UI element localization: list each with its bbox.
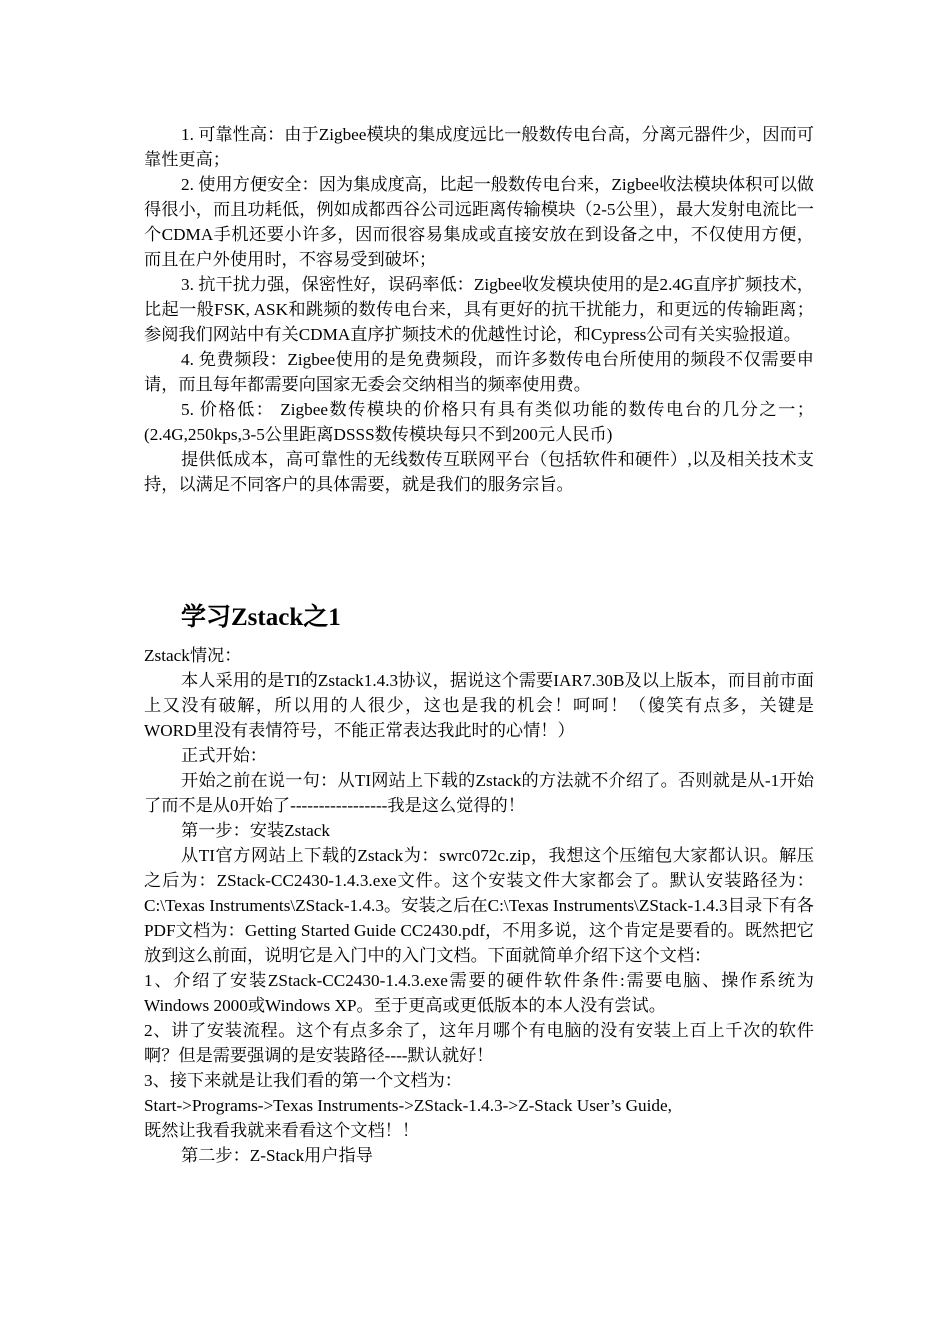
paragraph-intro: 本人采用的是TI的Zstack1.4.3协议，据说这个需要IAR7.30B及以上版本，而目前市面上又没有破解，所以用的人很少，这也是我的机会！呵呵！（傻笑有点多，关键是WORD里没有表情符号，不能正常表达我此时的心情！） [144, 671, 814, 740]
list-item-requirements: 1、介绍了安装ZStack-CC2430-1.4.3.exe需要的硬件软件条件:需要电脑、操作系统为Windows 2000或Windows XP。至于更高或更低版本的本人没有尝试。 [144, 971, 814, 1015]
doc-path: Start->Programs->Texas Instruments->ZStack-1.4.3->Z-Stack User’s Guide, [144, 1096, 672, 1115]
paragraph-reliability: 1. 可靠性高：由于Zigbee模块的集成度远比一般数传电台高，分离元器件少，因而可靠性更高； [144, 125, 814, 169]
paragraph-free-band: 4. 免费频段：Zigbee使用的是免费频段，而许多数传电台所使用的频段不仅需要申请，而且每年都需要向国家无委会交纳相当的频率使用费。 [144, 350, 814, 394]
paragraph-low-price: 5. 价格低： Zigbee数传模块的价格只有具有类似功能的数传电台的几分之一；(2.4G,250kps,3-5公里距离DSSS数传模块每只不到200元人民币) [144, 400, 814, 444]
list-item-install-flow: 2、讲了安装流程。这个有点多余了，这年月哪个有电脑的没有安装上百上千次的软件啊？但是需要强调的是安装路径----默认就好！ [144, 1021, 814, 1065]
section-heading: 学习Zstack之1 [181, 604, 341, 631]
zstack-subtitle: Zstack情况： [144, 646, 242, 665]
step-one-heading: 第一步：安装Zstack [181, 821, 330, 840]
list-item-first-doc: 3、接下来就是让我们看的第一个文档为： [144, 1071, 462, 1090]
document-body [144, 122, 814, 1168]
paragraph-ease-of-use: 2. 使用方便安全：因为集成度高，比起一般数传电台来，Zigbee收法模块体积可以做得很小，而且功耗低，例如成都西谷公司远距离传输模块（2-5公里），最大发射电流比一个CDMA手机还要小许多，因而很容易集成或直接安放在到设备之中，不仅使用方便，而且在户外使用时，不容易受到破坏； [144, 175, 814, 269]
paragraph-download-install: 从TI官方网站上下载的Zstack为：swrc072c.zip，我想这个压缩包大家都认识。解压之后为：ZStack-CC2430-1.4.3.exe文件。这个安装文件大家都会了。默认安装路径为：C:\Texas Instruments\ZStack-1.4.3。安装之后在C:\Texas Instruments\ZStack-1.4.3目录下有各PDF文档为：Getting Started Guide CC2430.pdf，不用多说，这个肯定是要看的。既然把它放到这么前面，说明它是入门中的入门文档。下面就简单介绍下这个文档： [144, 846, 814, 965]
paragraph-service-mission: 提供低成本，高可靠性的无线数传互联网平台（包括软件和硬件）,以及相关技术支持，以满足不同客户的具体需要，就是我们的服务宗旨。 [144, 450, 814, 494]
paragraph-before-start: 开始之前在说一句：从TI网站上下载的Zstack的方法就不介绍了。否则就是从-1开始了而不是从0开始了-----------------我是这么觉得的！ [144, 771, 814, 815]
paragraph-anti-interference: 3. 抗干扰力强，保密性好，误码率低：Zigbee收发模块使用的是2.4G直序扩频技术，比起一般FSK, ASK和跳频的数传电台来，具有更好的抗干扰能力，和更远的传输距离；参阅我们网站中有关CDMA直序扩频技术的优越性讨论，和Cypress公司有关实验报道。 [144, 275, 814, 344]
paragraph-read-doc: 既然让我看我就来看看这个文档！！ [144, 1121, 420, 1140]
paragraph-start: 正式开始： [181, 746, 267, 765]
step-two-heading: 第二步：Z-Stack用户指导 [181, 1146, 373, 1165]
